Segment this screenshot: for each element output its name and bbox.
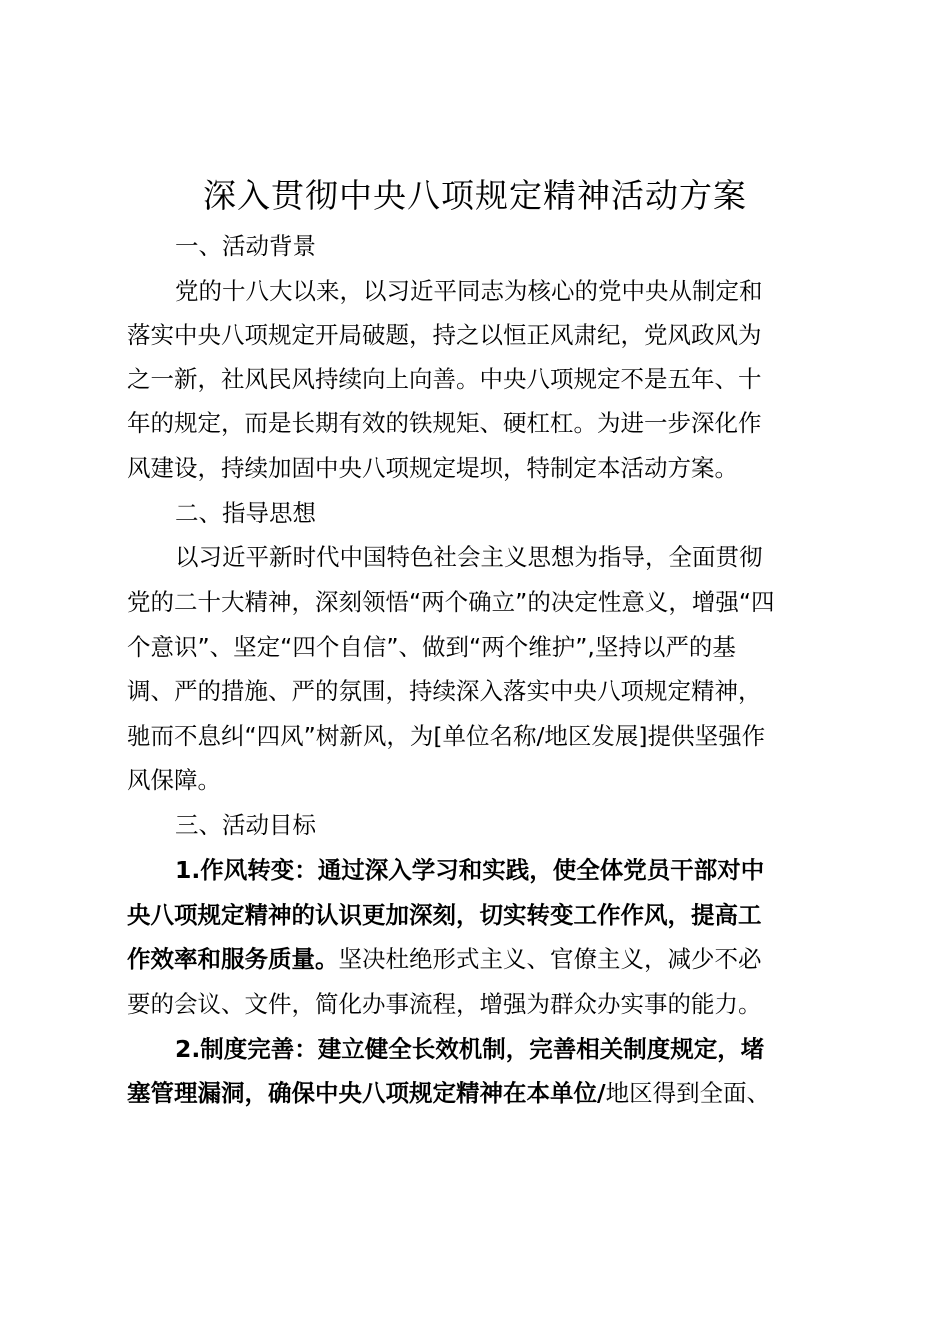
goal-2-bold-text: 塞管理漏洞，确保中央八项规定精神在本单位/ — [127, 1079, 606, 1107]
section-heading-goals: 三、活动目标 — [175, 811, 316, 839]
paragraph-line: 之一新，社风民风持续向上向善。中央八项规定不是五年、十 — [127, 365, 762, 393]
paragraph-line: 年的规定，而是长期有效的铁规矩、硬杠杠。为进一步深化作 — [127, 409, 762, 437]
paragraph-line: 以习近平新时代中国特色社会主义思想为指导，全面贯彻 — [175, 543, 763, 571]
goal-1-line — [127, 937, 827, 981]
paragraph-line: 风建设，持续加固中央八项规定堤坝，特制定本活动方案。 — [127, 454, 738, 482]
goal-1-line: 要的会议、文件，简化办事流程，增强为群众办实事的能力。 — [127, 990, 762, 1018]
paragraph-line: 落实中央八项规定开局破题，持之以恒正风肃纪，党风政风为 — [127, 321, 762, 349]
goal-2-text: 地区得到全面、 — [605, 1079, 771, 1107]
goal-1-text: 坚决杜绝形式主义、官僚主义，减少不必 — [338, 945, 762, 973]
paragraph-line: 风保障。 — [127, 766, 221, 794]
goal-2-line — [127, 1071, 827, 1115]
paragraph-line: 驰而不息纠“四风”树新风，为[单位名称/地区发展]提供坚强作 — [127, 722, 766, 750]
section-heading-guiding-thought: 二、指导思想 — [175, 499, 316, 527]
goal-2-line: 2.制度完善：建立健全长效机制，完善相关制度规定，堵 — [175, 1035, 765, 1063]
document-title: 深入贯彻中央八项规定精神活动方案 — [203, 176, 747, 215]
paragraph-line: 党的二十大精神，深刻领悟“两个确立”的决定性意义，增强“四 — [127, 588, 775, 616]
goal-1-line: 1.作风转变：通过深入学习和实践，使全体党员干部对中 — [175, 856, 765, 884]
goal-1-bold-text: 作效率和服务质量。 — [127, 945, 339, 973]
section-heading-background: 一、活动背景 — [175, 232, 316, 260]
goal-1-line: 央八项规定精神的认识更加深刻，切实转变工作作风，提高工 — [127, 901, 762, 929]
paragraph-line: 党的十八大以来，以习近平同志为核心的党中央从制定和 — [175, 277, 763, 305]
paragraph-line: 调、严的措施、严的氛围，持续深入落实中央八项规定精神， — [127, 677, 762, 705]
paragraph-line: 个意识”、坚定“四个自信”、做到“两个维护”,坚持以严的基 — [127, 633, 736, 661]
